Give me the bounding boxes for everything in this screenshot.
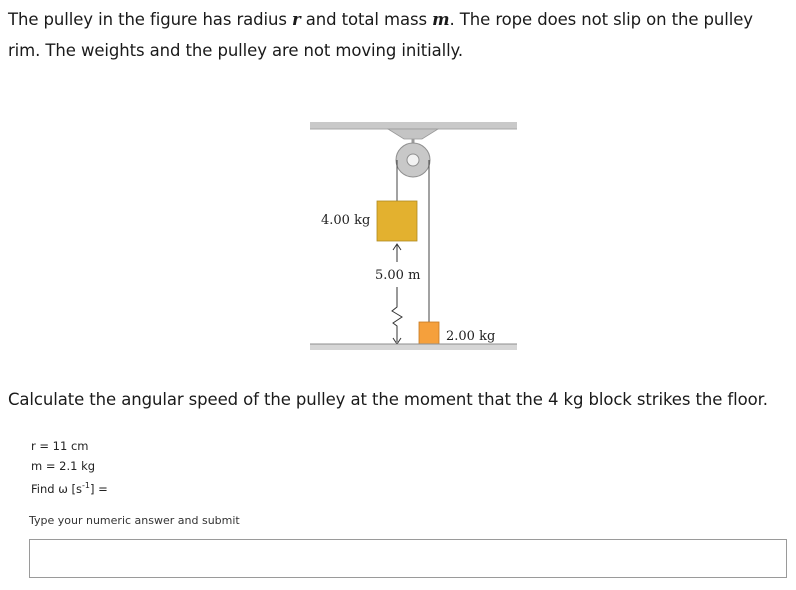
given-parameters — [31, 437, 108, 499]
param-mass: m = 2.1 kg — [31, 458, 96, 473]
find-prefix: Find ω [s — [31, 481, 82, 496]
question-text: Calculate the angular speed of the pulley at the moment that the 4 kg block strikes the floor. — [8, 390, 768, 409]
variable-m: m — [432, 10, 450, 29]
intro-text-2: and total mass — [300, 10, 433, 29]
variable-r: r — [292, 10, 301, 29]
answer-hint: Type your numeric answer and submit — [29, 514, 240, 527]
floor — [310, 344, 517, 350]
pulley-figure — [300, 112, 530, 362]
block-large — [377, 201, 417, 241]
intro-text-1: The pulley in the figure has radius — [8, 10, 293, 29]
pulley-hub — [407, 154, 419, 166]
height-label: 5.00 m — [375, 268, 421, 283]
height-break-mark — [392, 287, 402, 342]
find-exponent: -1 — [81, 481, 90, 490]
find-prompt — [31, 476, 108, 499]
ceiling — [310, 122, 517, 129]
find-suffix: ] = — [89, 481, 108, 496]
answer-input[interactable] — [29, 539, 787, 578]
param-radius: r = 11 cm — [31, 439, 89, 453]
problem-intro — [8, 4, 788, 66]
block-small — [419, 322, 439, 344]
pulley-mount — [388, 129, 438, 139]
block-large-label: 4.00 kg — [321, 213, 371, 228]
intro-text-3: . The rope does not slip on the pulley rim. The weights and the pulley are not moving initially. — [8, 10, 753, 60]
block-small-label: 2.00 kg — [446, 329, 496, 344]
